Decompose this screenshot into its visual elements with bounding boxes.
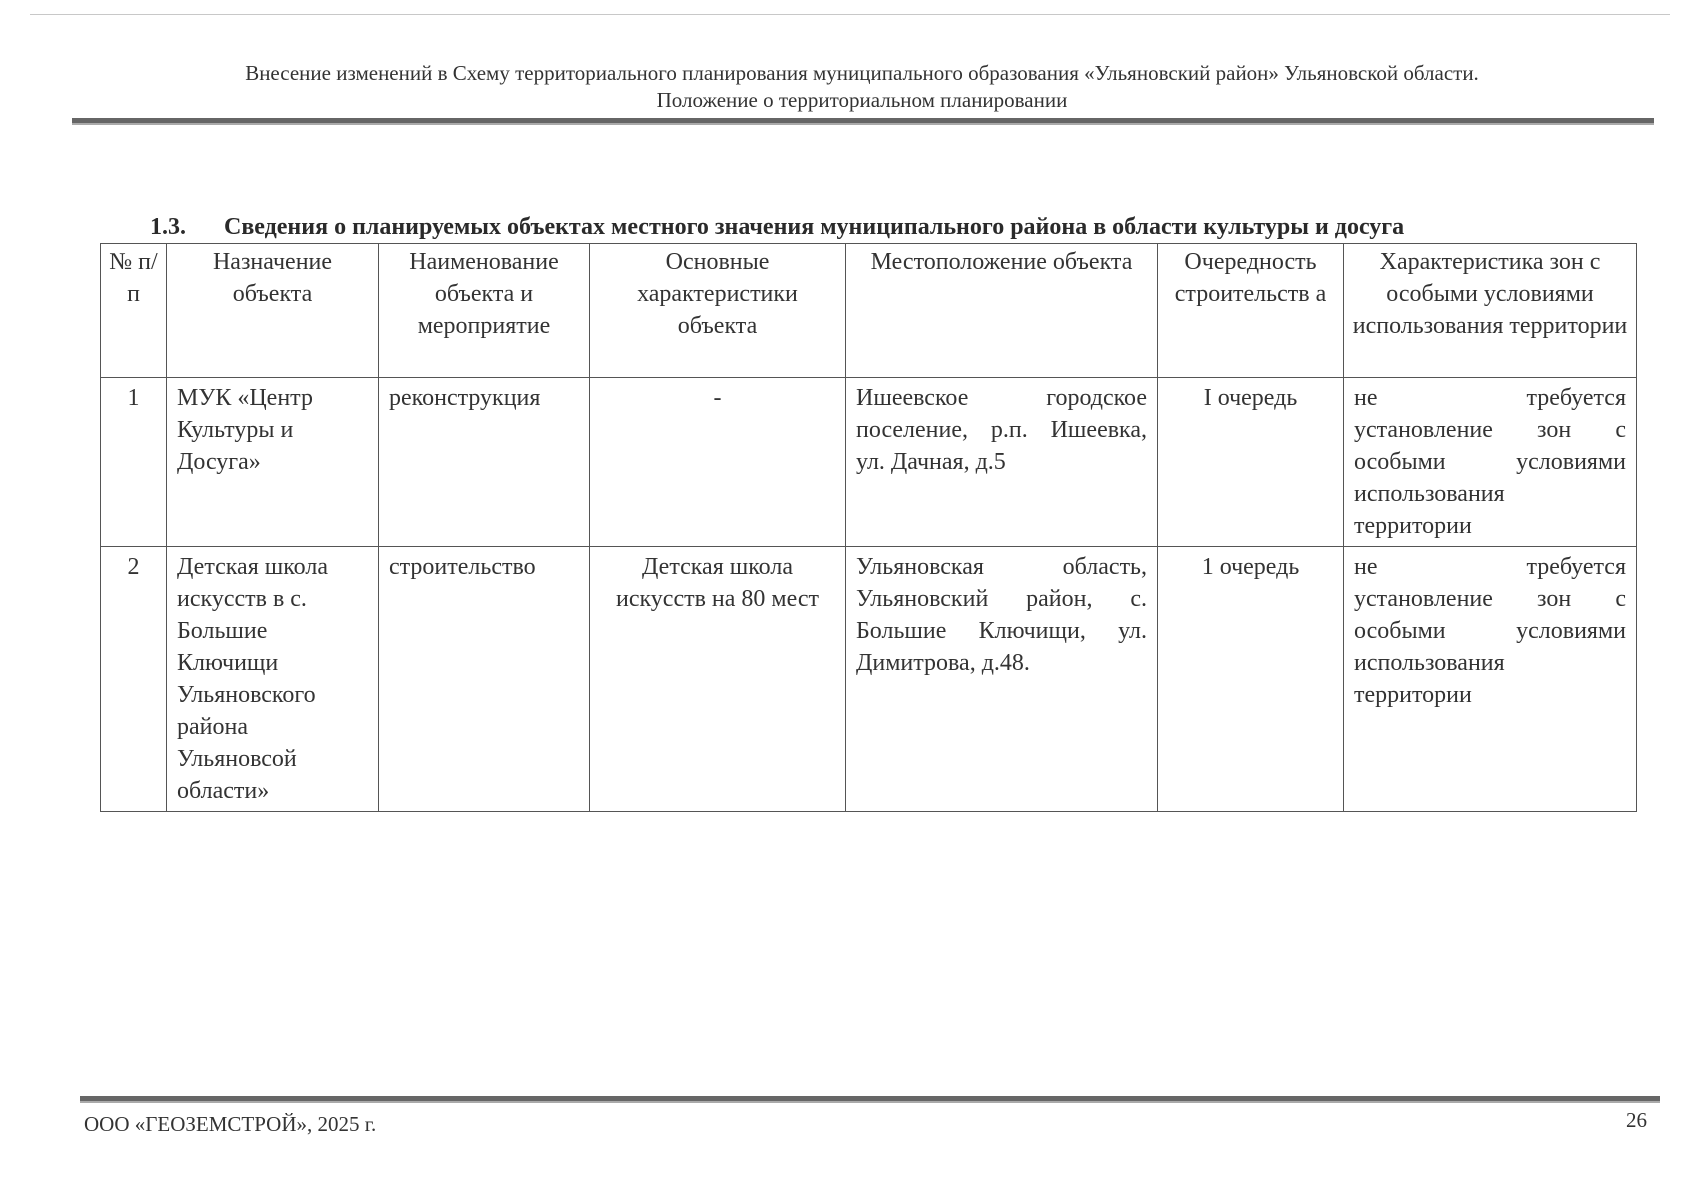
section-title [150, 213, 1650, 241]
section-title-text: Сведения о планируемых объектах местного значения муниципального района в области культуры и досуга [224, 214, 1405, 240]
col-header-stage: Очередность строительств а [1158, 244, 1344, 378]
col-header-purpose: Назначение объекта [167, 244, 379, 378]
scan-artifact-line [30, 14, 1670, 15]
cell-location: Ульяновская область, Ульяновский район, с. Большие Ключищи, ул. Димитрова, д.48. [846, 547, 1158, 812]
cell-stage: 1 очередь [1158, 547, 1344, 812]
cell-action: реконструкция [379, 378, 590, 547]
cell-location: Ишеевское городское поселение, р.п. Ишеевка, ул. Дачная, д.5 [846, 378, 1158, 547]
table-row [101, 378, 1637, 547]
col-header-characteristics: Основные характеристики объекта [590, 244, 846, 378]
cell-characteristics: - [590, 378, 846, 547]
cell-action: строительство [379, 547, 590, 812]
col-header-zones: Характеристика зон с особыми условиями использования территории [1344, 244, 1637, 378]
table-row [101, 547, 1637, 812]
document-header [72, 60, 1652, 114]
header-rule [72, 118, 1654, 125]
col-header-action: Наименование объекта и мероприятие [379, 244, 590, 378]
table-header-row [101, 244, 1637, 378]
header-line-2: Положение о территориальном планировании [656, 88, 1068, 112]
cell-number: 2 [101, 547, 167, 812]
cell-purpose: МУК «Центр Культуры и Досуга» [167, 378, 379, 547]
cell-number: 1 [101, 378, 167, 547]
cell-characteristics: Детская школа искусств на 80 мест [590, 547, 846, 812]
cell-purpose: Детская школа искусств в с. Большие Ключищи Ульяновского района Ульяновсой области» [167, 547, 379, 812]
objects-table [100, 243, 1637, 812]
col-header-location: Местоположение объекта [846, 244, 1158, 378]
cell-stage: I очередь [1158, 378, 1344, 547]
footer-company: ООО «ГЕОЗЕМСТРОЙ», 2025 г. [84, 1112, 377, 1136]
section-number: 1.3. [150, 214, 186, 240]
header-line-1: Внесение изменений в Схему территориального планирования муниципального образования «Ульяновский район» Ульяновской области. [245, 61, 1479, 85]
cell-zones: не требуется установление зон с особыми условиями использования территории [1344, 547, 1637, 812]
page-number: 26 [1626, 1108, 1647, 1132]
cell-zones: не требуется установление зон с особыми условиями использования территории [1344, 378, 1637, 547]
footer-rule [80, 1096, 1660, 1103]
col-header-number: № п/п [101, 244, 167, 378]
